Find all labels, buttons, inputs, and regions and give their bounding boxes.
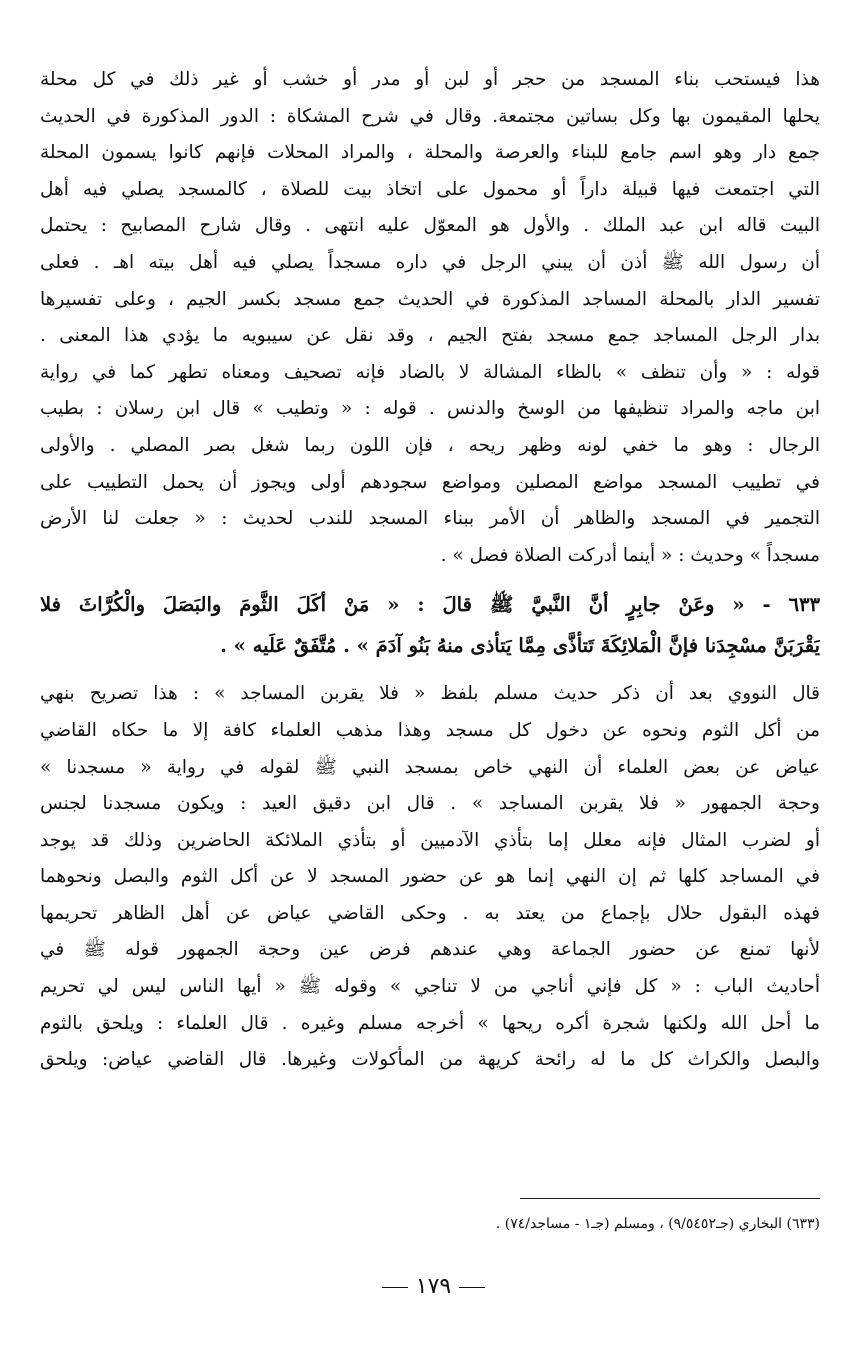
- text-line: مسجداً » وحديث : « أينما أدركت الصلاة فصل » .: [440, 544, 820, 566]
- page-number-dash-right: [459, 1287, 485, 1288]
- text-line: من أكل الثوم ونحوه عن دخول كل مسجد وهذا مذهب العلماء كافة إلا ما حكاه القاضي: [40, 719, 820, 741]
- text-line: قوله : « وأن تنظف » بالظاء المشالة لا بالضاد فإنه تصحيف ومعناه تطهر كما في رواية: [40, 361, 820, 383]
- text-line: قال النووي بعد أن ذكر حديث مسلم بلفظ « فلا يقربن المساجد » : هذا تصريح بنهي: [40, 683, 820, 705]
- page-number: ١٧٩: [415, 1274, 452, 1299]
- page-number-container: [0, 1274, 867, 1299]
- hadith-line: ٦٣٣ - « وعَنْ جابِرٍ أنَّ النَّبيَّ ﷺ قالَ : « مَنْ أكَلَ الثَّومَ والبَصَلَ والْكُرَّاثَ فلا: [40, 593, 820, 617]
- text-line: ابن ماجه والمراد تنظيفها من الوسخ والدنس . قوله : « وتطيب » قال ابن رسلان : بطيب: [40, 398, 820, 420]
- text-line: الرجال : وهو ما خفي لونه وظهر ريحه ، فإن اللون ربما شغل بصر المصلي . والأولى: [40, 434, 820, 456]
- text-line: لأنها تمنع عن حضور الجماعة وهي عندهم فرض عين وحجة الجمهور قوله ﷺ في: [40, 939, 820, 961]
- text-line: هذا فيستحب بناء المسجد من حجر أو لبن أو مدر أو خشب أو غير ذلك في كل محلة: [40, 69, 820, 90]
- hadith-line: يَقْرَبَنَّ مسْجِدَنا فإنَّ الْمَلائِكَةَ تَتأذَّى مِمَّا يَتأذى منهُ بَنُو آدَمَ » . مُتَّفَقٌ عَلَيه » .: [220, 634, 820, 658]
- text-line: تفسير الدار بالمحلة المساجد المذكورة في الحديث جمع مسجد بكسر الجيم ، وعلى تفسيرها: [40, 288, 820, 310]
- footnote-divider: [520, 1198, 820, 1199]
- text-line: وحجة الجمهور « فلا يقربن المساجد » . قال ابن دقيق العيد : ويكون مسجدنا لجنس: [40, 793, 820, 815]
- text-line: في المساجد كلها ثم إن النهي إنما هو عن حضور المسجد لا عن أكل الثوم والبصل ونحوهما: [40, 866, 820, 888]
- text-line: أحاديث الباب : « كل فإني أناجي من لا تناجي » وقوله ﷺ « أيها الناس ليس لي تحريم: [40, 976, 820, 998]
- hadith-block: [40, 584, 820, 666]
- text-line: ما أحل الله ولكنها شجرة أكره ريحها » أخرجه مسلم وغيره . قال العلماء : ويلحق بالثوم: [40, 1012, 820, 1034]
- commentary-block-1: [40, 62, 820, 574]
- text-line: التي اجتمعت فيها قبيلة داراً أو محمول على اتخاذ بيت للصلاة ، كالمسجد يصلي فيه أهل: [40, 178, 820, 200]
- text-line: بدار الرجل المساجد جمع مسجد بفتح الجيم ، وقد نقل عن سيبويه ما يؤدي هذا المعنى .: [40, 325, 820, 347]
- text-line: جمع دار وهو اسم جامع للبناء والعرصة والمحلة ، والمراد المحلات فإنهم كانوا يسمون المحلة: [40, 142, 820, 164]
- text-line: البيت قاله ابن عبد الملك . والأول هو المعوّل عليه انتهى . وقال شارح المصابيح : يحتمل: [40, 215, 820, 237]
- page-number-dash-left: [382, 1287, 408, 1288]
- text-line: أو لضرب المثال فإنه معلل إما بتأذي الآدميين أو بتأذي الملائكة الحاضرين وذلك قد يوجد: [40, 829, 820, 851]
- text-line: أن رسول الله ﷺ أذن أن يبني الرجل في داره مسجداً يصلي فيه أهل بيته اهـ . فعلى: [40, 251, 820, 273]
- text-line: في تطييب المسجد مواضع المصلين ومواضع سجودهم أولى ويجوز أن يحمل التطييب على: [40, 471, 820, 493]
- commentary-block-2: [40, 676, 820, 1079]
- text-line: والبصل والكراث كل ما له رائحة كريهة من المأكولات وغيرها. قال القاضي عياض: ويلحق: [40, 1049, 820, 1071]
- text-line: فهذه البقول حلال بإجماع من يعتد به . وحكى القاضي عياض عن أهل الظاهر تحريمها: [40, 902, 820, 924]
- text-line: عياض عن بعض العلماء أن النهي خاص بمسجد النبي ﷺ لقوله في رواية « مسجدنا »: [40, 756, 820, 778]
- footnote: (٦٣٣) البخاري (جـ٩/٥٤٥٢) ، ومسلم (جـ١ - مساجد/٧٤) .: [495, 1216, 820, 1232]
- text-line: التجمير في المسجد والظاهر أن الأمر ببناء المسجد للندب لحديث : « جعلت لنا الأرض: [40, 508, 820, 530]
- page-body: [40, 62, 820, 1079]
- text-line: يحلها المقيمون بها وكل بساتين مجتمعة. وقال في شرح المشكاة : الدور المذكورة في الحديث: [40, 105, 820, 127]
